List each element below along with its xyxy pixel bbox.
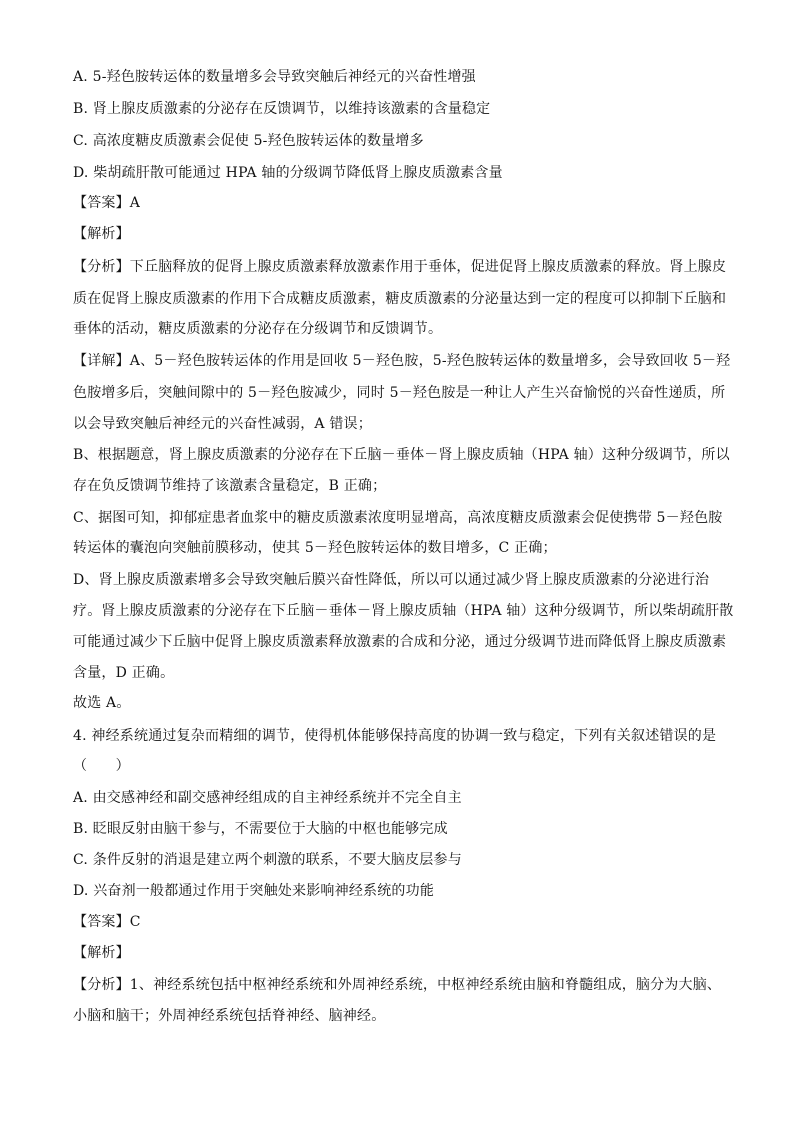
q3-detail-line: 疗。肾上腺皮质激素的分泌存在下丘脑－垂体－肾上腺皮质轴（HPA 轴）这种分级调节，所以柴胡疏肝散	[73, 603, 734, 619]
q3-option-c: C. 高浓度糖皮质激素会促使 5-羟色胺转运体的数量增多	[73, 133, 424, 149]
q3-detail-line: 【详解】A、5－羟色胺转运体的作用是回收 5－羟色胺，5-羟色胺转运体的数量增多，会导致回收 5－羟	[73, 353, 731, 369]
q3-detail-line: 存在负反馈调节维持了该激素含量稳定，B 正确；	[73, 478, 387, 494]
q3-answer: 【答案】A	[73, 195, 141, 211]
q4-fenxi-line: 【分析】1、神经系统包括中枢神经系统和外周神经系统，中枢神经系统由脑和脊髓组成，脑分为大脑、	[73, 977, 722, 993]
q4-answer: 【答案】C	[73, 914, 141, 930]
q3-detail-line: 可能通过减少下丘脑中促肾上腺皮质激素释放激素的合成和分泌，通过分级调节进而降低肾上腺皮质激素	[73, 634, 727, 650]
q4-option-c: C. 条件反射的消退是建立两个刺激的联系，不要大脑皮层参与	[73, 852, 462, 868]
q3-detail-line: 含量，D 正确。	[73, 665, 175, 681]
q4-option-d: D. 兴奋剂一般都通过作用于突触处来影响神经系统的功能	[73, 883, 435, 899]
q4-option-a: A. 由交感神经和副交感神经组成的自主神经系统并不完全自主	[73, 790, 462, 806]
q3-detail-line: 以会导致突触后神经元的兴奋性减弱，A 错误；	[73, 416, 372, 432]
q3-conclusion: 故选 A。	[73, 695, 131, 711]
q3-option-a: A. 5-羟色胺转运体的数量增多会导致突触后神经元的兴奋性增强	[73, 69, 476, 85]
q3-detail-line: 色胺增多后，突触间隙中的 5－羟色胺减少，同时 5－羟色胺是一种让人产生兴奋愉悦的兴奋性递质，所	[73, 385, 726, 401]
q3-option-d: D. 柴胡疏肝散可能通过 HPA 轴的分级调节降低肾上腺皮质激素含量	[73, 165, 503, 181]
q4-analysis-label: 【解析】	[73, 945, 130, 961]
q3-detail-line: C、据图可知，抑郁症患者血浆中的糖皮质激素浓度明显增高，高浓度糖皮质激素会促使携带 5－羟色胺	[73, 510, 723, 526]
q4-fenxi-line: 小脑和脑干；外周神经系统包括脊神经、脑神经。	[73, 1008, 386, 1024]
q3-analysis-label: 【解析】	[73, 226, 130, 242]
q4-stem-bracket: （ ）	[73, 758, 130, 774]
q4-option-b: B. 眨眼反射由脑干参与，不需要位于大脑的中枢也能够完成	[73, 821, 448, 837]
q3-detail-line: B、根据题意，肾上腺皮质激素的分泌存在下丘脑－垂体－肾上腺皮质轴（HPA 轴）这种分级调节，所以	[73, 447, 730, 463]
q3-detail-line: D、肾上腺皮质激素增多会导致突触后膜兴奋性降低，所以可以通过减少肾上腺皮质激素的分泌进行治	[73, 572, 710, 588]
q3-fenxi-line: 垂体的活动，糖皮质激素的分泌存在分级调节和反馈调节。	[73, 321, 443, 337]
q4-stem: 4. 神经系统通过复杂而精细的调节，使得机体能够保持高度的协调一致与稳定，下列有关叙述错误的是	[73, 728, 717, 744]
q3-detail-line: 转运体的囊泡向突触前膜移动，使其 5－羟色胺转运体的数目增多，C 正确；	[73, 540, 557, 556]
q3-fenxi-line: 质在促肾上腺皮质激素的作用下合成糖皮质激素，糖皮质激素的分泌量达到一定的程度可以抑制下丘脑和	[73, 291, 727, 307]
q3-option-b: B. 肾上腺皮质激素的分泌存在反馈调节，以维持该激素的含量稳定	[73, 101, 491, 117]
q3-fenxi-line: 【分析】下丘脑释放的促肾上腺皮质激素释放激素作用于垂体，促进促肾上腺皮质激素的释放。肾上腺皮	[73, 259, 727, 275]
